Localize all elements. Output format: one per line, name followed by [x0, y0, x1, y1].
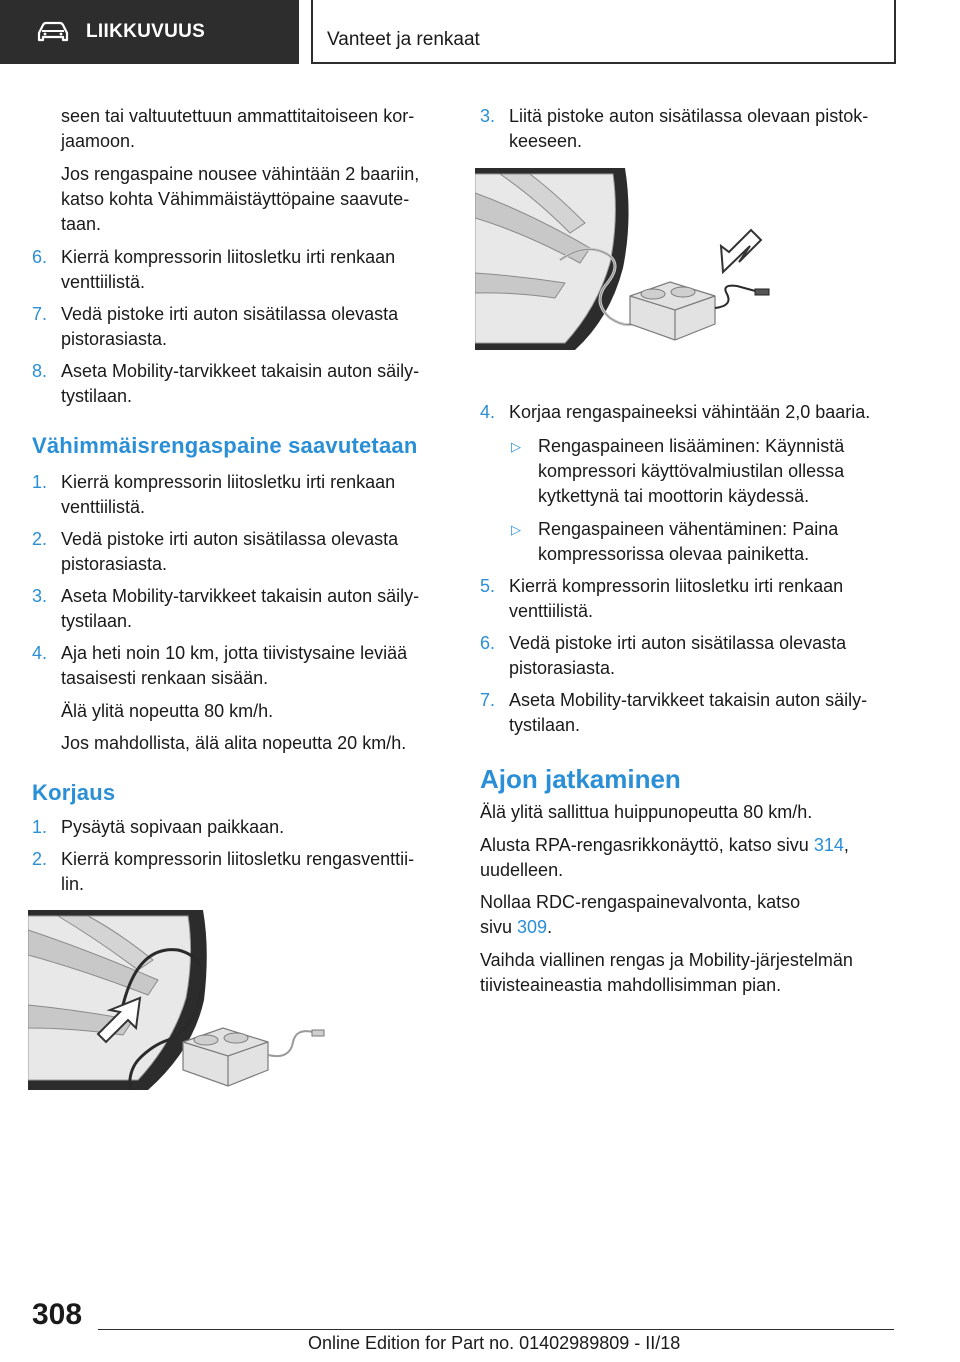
note-min-speed: Jos mahdollista, älä alita nopeutta 20 km/h. [61, 733, 407, 753]
step-text: venttiilistä. [509, 601, 594, 621]
step-number: 4. [480, 402, 496, 422]
step-text: Aja heti noin 10 km, jotta tiivistysaine leviää [61, 643, 408, 663]
illustration-compressor-valve [28, 910, 330, 1090]
step-number: 3. [32, 586, 48, 606]
step-text: tystilaan. [61, 611, 133, 631]
step-text: Vedä pistoke irti auton sisätilassa olevasta [61, 304, 399, 324]
chapter-title: LIIKKUVUUS [86, 21, 206, 42]
step-number: 1. [32, 817, 48, 837]
paragraph [480, 833, 849, 858]
step-number: 3. [480, 106, 496, 126]
paragraph: Älä ylitä sallittua huippunopeutta 80 km/h. [480, 802, 813, 822]
car-icon [36, 21, 70, 43]
page-link-314[interactable]: 314 [813, 835, 844, 855]
footer-divider [98, 1329, 894, 1330]
intro-line: seen tai valtuutettuun ammattitaitoiseen kor- [61, 106, 415, 126]
bullet-triangle-icon: ▷ [511, 439, 521, 454]
step-text: pistorasiasta. [61, 554, 168, 574]
step-number: 2. [32, 529, 48, 549]
step-text: Kierrä kompressorin liitosletku irti renkaan [509, 576, 844, 596]
step-text: Pysäytä sopivaan paikkaan. [61, 817, 285, 837]
substep-text: kytkettynä tai moottorin käydessä. [538, 486, 810, 506]
intro-line: Jos rengaspaine nousee vähintään 2 baariin, [61, 164, 420, 184]
page-number: 308 [32, 1298, 83, 1331]
intro-line: katso kohta Vähimmäistäyttöpaine saavute- [61, 189, 410, 209]
step-text: Aseta Mobility-tarvikkeet takaisin auton säily- [61, 361, 420, 381]
heading-continue-driving: Ajon jatkaminen [480, 764, 681, 794]
bullet-triangle-icon: ▷ [511, 522, 521, 537]
paragraph [480, 915, 552, 940]
step-number: 5. [480, 576, 496, 596]
paragraph-text: . [547, 917, 553, 937]
section-title: Vanteet ja renkaat [327, 29, 480, 50]
step-number: 6. [480, 633, 496, 653]
step-number: 7. [480, 690, 496, 710]
note-speed: Älä ylitä nopeutta 80 km/h. [61, 701, 274, 721]
footer-edition: Online Edition for Part no. 01402989809 - II/18 [308, 1333, 681, 1353]
page-link-309[interactable]: 309 [517, 917, 548, 937]
step-text: Liitä pistoke auton sisätilassa olevaan pistok- [509, 106, 869, 126]
substep-text: Rengaspaineen lisääminen: Käynnistä [538, 436, 845, 456]
step-number: 7. [32, 304, 48, 324]
step-text: lin. [61, 874, 85, 894]
step-text: pistorasiasta. [509, 658, 616, 678]
step-text: venttiilistä. [61, 272, 146, 292]
step-text: tystilaan. [61, 386, 133, 406]
step-number: 6. [32, 247, 48, 267]
chapter-tab [0, 0, 299, 64]
step-text: Aseta Mobility-tarvikkeet takaisin auton säily- [61, 586, 420, 606]
step-text: Aseta Mobility-tarvikkeet takaisin auton säily- [509, 690, 868, 710]
intro-line: jaamoon. [61, 131, 136, 151]
paragraph-text: Vaihda viallinen rengas ja Mobility-järjestelmän [480, 950, 853, 970]
paragraph-text: Alusta RPA-rengasrikkonäyttö, katso sivu [480, 835, 814, 855]
paragraph-text: tiivisteaineastia mahdollisimman pian. [480, 975, 782, 995]
step-number: 2. [32, 849, 48, 869]
substep-text: kompressorissa olevaa painiketta. [538, 544, 810, 564]
step-text: Kierrä kompressorin liitosletku rengasventtii- [61, 849, 415, 869]
heading-min-pressure: Vähimmäisrengaspaine saavutetaan [32, 433, 418, 458]
step-text: Vedä pistoke irti auton sisätilassa olevasta [509, 633, 847, 653]
illustration-compressor-socket [475, 168, 777, 350]
step-text: Vedä pistoke irti auton sisätilassa olevasta [61, 529, 399, 549]
intro-line: taan. [61, 214, 102, 234]
step-text: tasaisesti renkaan sisään. [61, 668, 269, 688]
step-number: 4. [32, 643, 48, 663]
section-header [311, 0, 896, 64]
step-number: 8. [32, 361, 48, 381]
substep-text: Rengaspaineen vähentäminen: Paina [538, 519, 839, 539]
step-text: venttiilistä. [61, 497, 146, 517]
paragraph-text: , [843, 835, 849, 855]
substep-text: kompressori käyttövalmiustilan ollessa [538, 461, 845, 481]
step-text: tystilaan. [509, 715, 581, 735]
heading-repair: Korjaus [32, 780, 116, 805]
step-text: Kierrä kompressorin liitosletku irti renkaan [61, 247, 396, 267]
paragraph-text: uudelleen. [480, 860, 564, 880]
paragraph-text: Nollaa RDC-rengaspainevalvonta, katso [480, 892, 801, 912]
step-text: Kierrä kompressorin liitosletku irti renkaan [61, 472, 396, 492]
step-text: keeseen. [509, 131, 583, 151]
step-text: Korjaa rengaspaineeksi vähintään 2,0 baaria. [509, 402, 871, 422]
step-number: 1. [32, 472, 48, 492]
step-text: pistorasiasta. [61, 329, 168, 349]
paragraph-text: sivu [480, 917, 518, 937]
